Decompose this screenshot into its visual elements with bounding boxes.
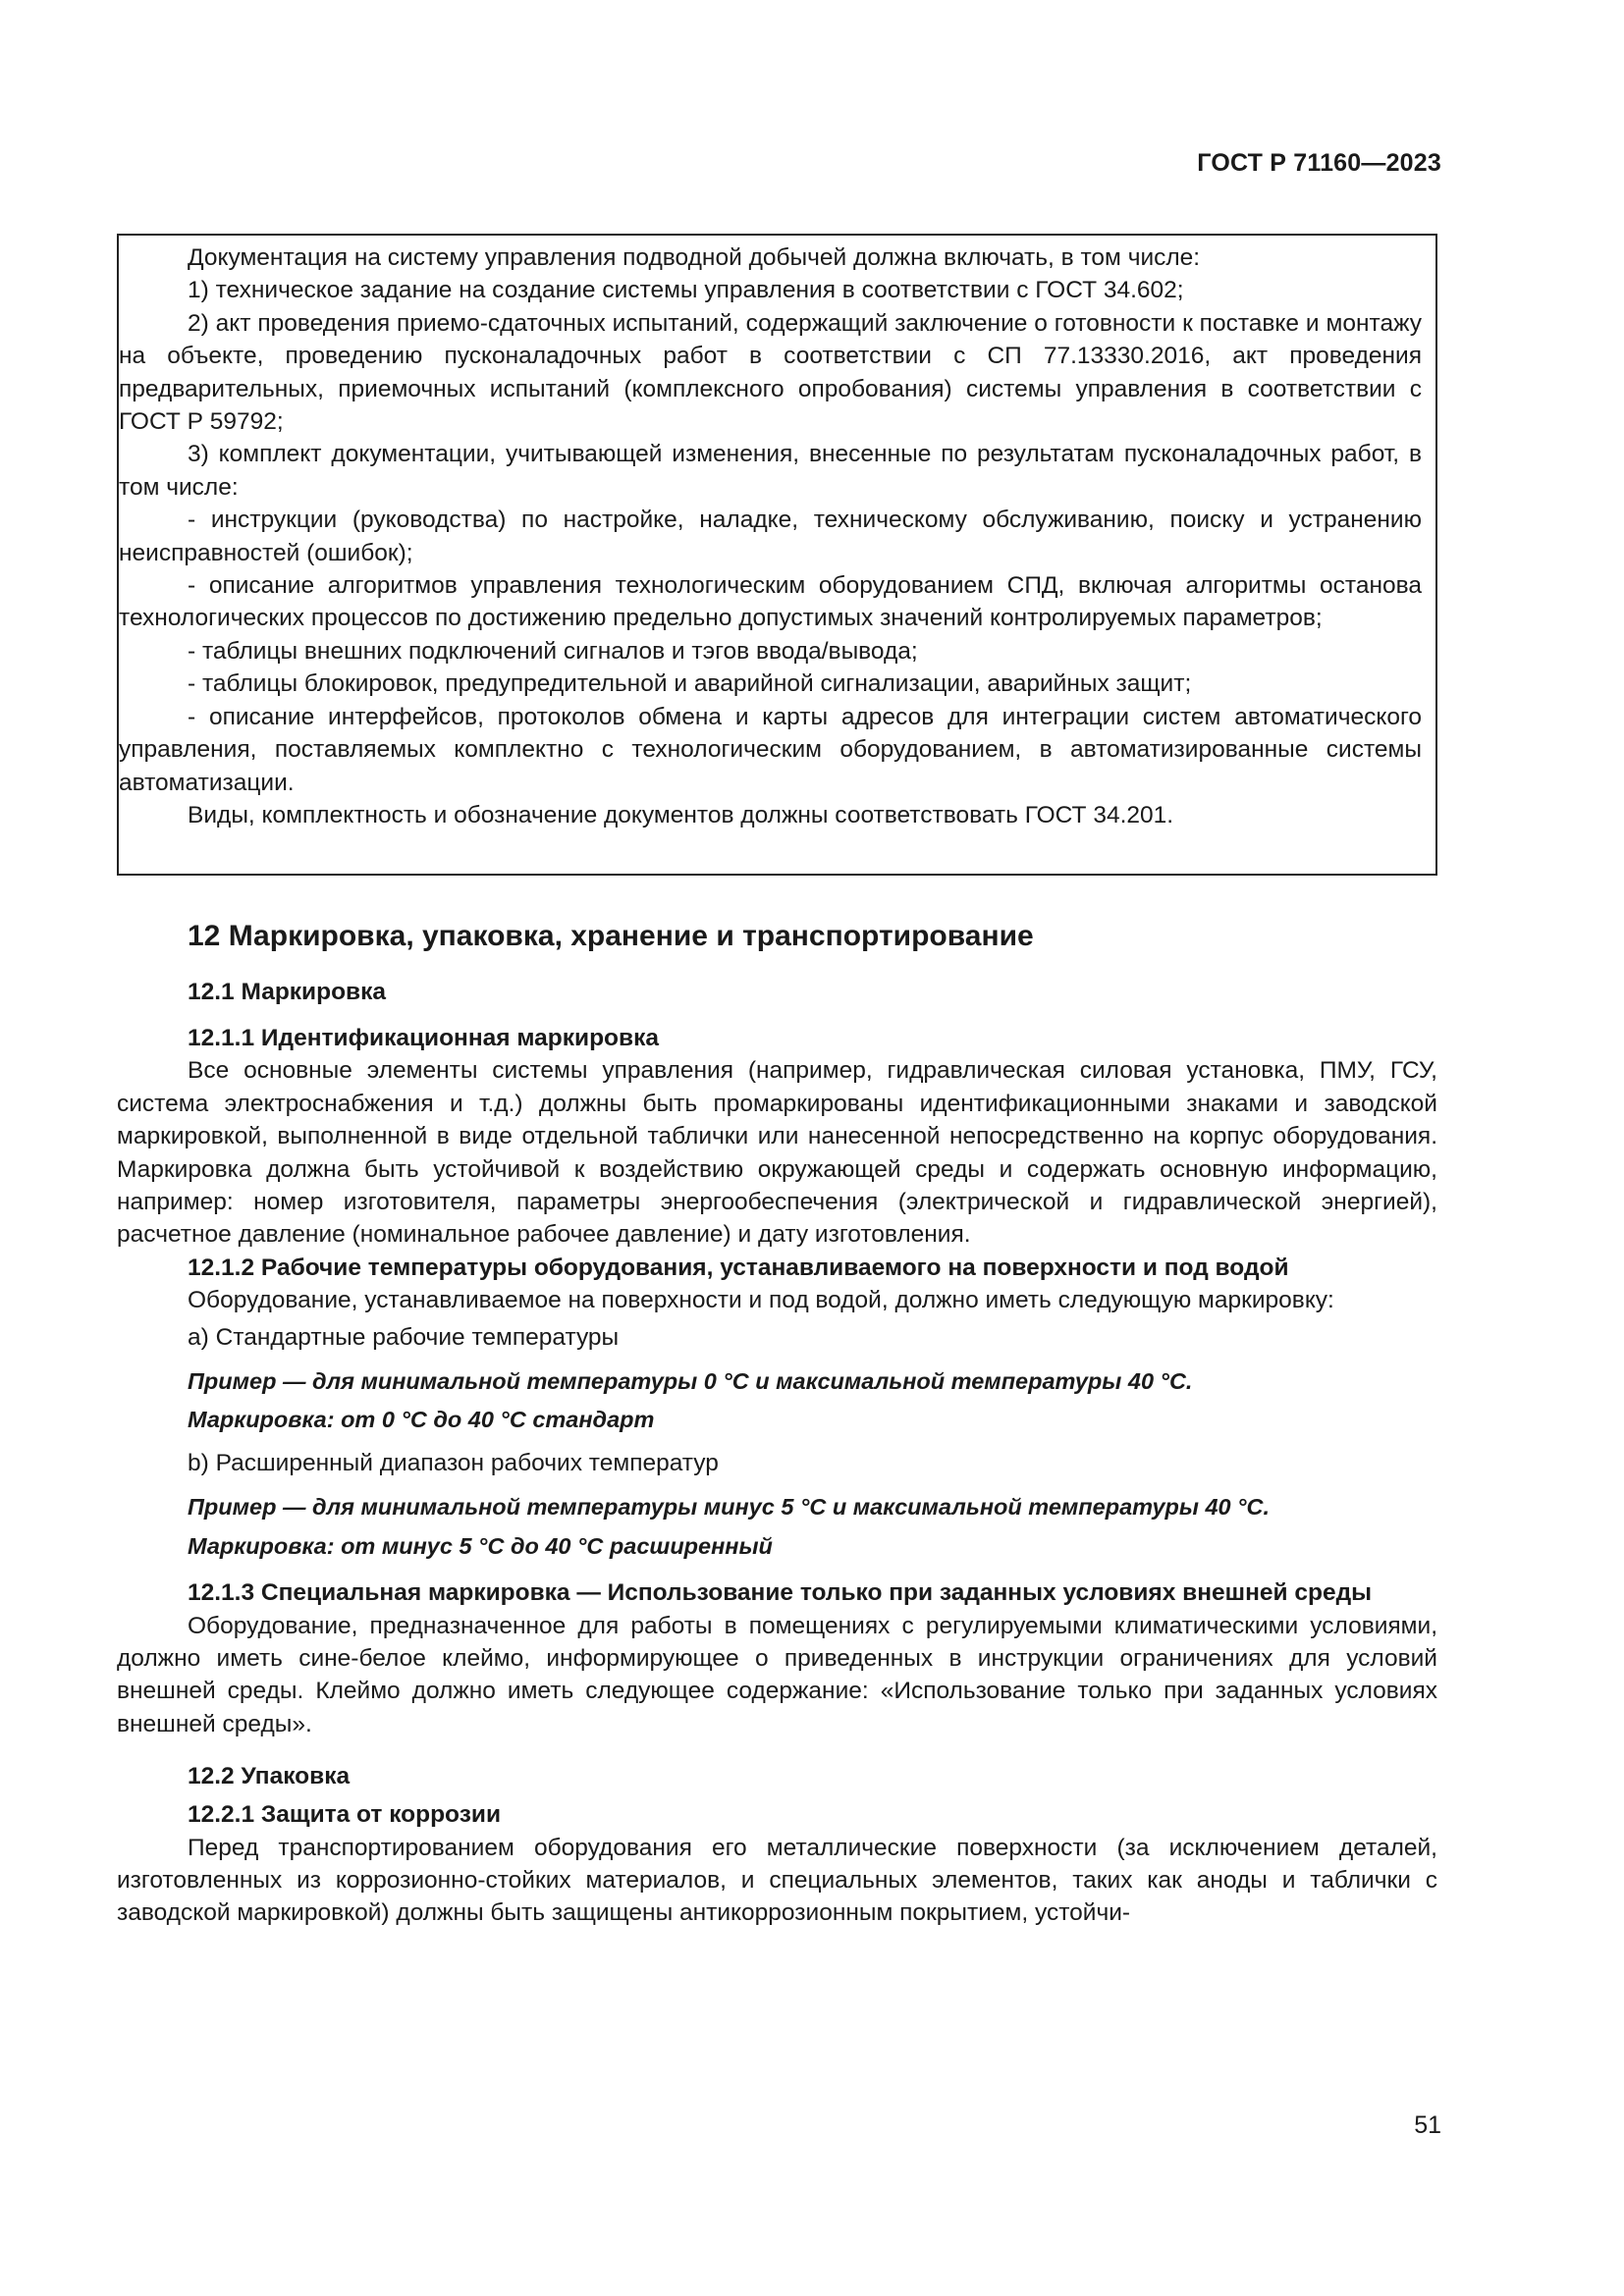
box-subitem-3: - таблицы внешних подключений сигналов и тэгов ввода/вывода; [188, 637, 918, 665]
example-a-line-1: Пример — для минимальной температуры 0 °C и максимальной температуры 40 °C. [188, 1368, 1193, 1395]
list-item-a: a) Стандартные рабочие температуры [188, 1323, 620, 1351]
box-item-3: 3) комплект документации, учитывающей изменения, внесенные по результатам пусконаладочных работ, в том числе: [119, 441, 1422, 501]
box-item-1: 1) техническое задание на создание системы управления в соответствии с ГОСТ 34.602; [188, 277, 1184, 304]
box-intro: Документация на систему управления подводной добычей должна включать, в том числе: [188, 244, 1201, 271]
box-subitem-2: - описание алгоритмов управления технологическим оборудованием СПД, включая алгоритмы останова технологических процессов по достижению предельно допустимых значений контролируемых параметров; [119, 572, 1422, 632]
section-12-1-1-text: Все основные элементы системы управления (например, гидравлическая силовая установка, ПМУ, ГСУ, система электроснабжения и т.д.) должны быть промаркированы идентификационными знаками и заводской маркировкой, выполненной в виде отдельной таблички или нанесенной непосредственно на корпус оборудования. Маркировка должна быть устойчивой к воздействию окружающей среды и содержать основную информацию, например: номер изготовителя, параметры энергообеспечения (электрической и гидравлической энергией), расчетное давление (номинальное рабочее давление) и дату изготовления. [117, 1057, 1437, 1249]
box-subitem-4: - таблицы блокировок, предупредительной и аварийной сигнализации, аварийных защит; [188, 670, 1192, 698]
section-12 [117, 903, 1437, 1930]
box-subitem-1: - инструкции (руководства) по настройке, наладке, техническому обслуживанию, поиску и устранению неисправностей (ошибок); [119, 507, 1422, 566]
section-12-1-2-text: Оборудование, устанавливаемое на поверхности и под водой, должно иметь следующую маркировку: [188, 1287, 1334, 1314]
section-12-1-3-title: 12.1.3 Специальная маркировка — Использование только при заданных условиях внешней среды [188, 1579, 1373, 1607]
documentation-requirements-box [117, 234, 1437, 876]
section-12-2-title: 12.2 Упаковка [188, 1763, 351, 1790]
section-12-title: 12 Маркировка, упаковка, хранение и транспортирование [188, 920, 1034, 952]
list-item-b: b) Расширенный диапазон рабочих температур [188, 1449, 719, 1476]
box-subitem-5: - описание интерфейсов, протоколов обмена и карты адресов для интеграции систем автоматического управления, поставляемых комплектно с технологическим оборудованием, в автоматизированные системы автоматизации. [119, 703, 1422, 796]
section-12-2-1-title: 12.2.1 Защита от коррозии [188, 1801, 502, 1829]
page-number: 51 [1414, 2111, 1441, 2139]
example-b-line-1: Пример — для минимальной температуры минус 5 °C и максимальной температуры 40 °C. [188, 1494, 1271, 1521]
section-12-1-title: 12.1 Маркировка [188, 979, 386, 1005]
box-closing: Виды, комплектность и обозначение документов должны соответствовать ГОСТ 34.201. [188, 801, 1174, 828]
document-standard-id: ГОСТ Р 71160—2023 [1197, 149, 1441, 177]
section-12-1-1-title: 12.1.1 Идентификационная маркировка [188, 1025, 659, 1051]
section-12-1-2-title: 12.1.2 Рабочие температуры оборудования, устанавливаемого на поверхности и под водой [188, 1254, 1289, 1281]
example-b-line-2: Маркировка: от минус 5 °C до 40 °C расширенный [188, 1532, 773, 1559]
section-12-2-1-text: Перед транспортированием оборудования его металлические поверхности (за исключением деталей, изготовленных из коррозионно-стойких материалов, и специальных элементов, таких как аноды и таблички с заводской маркировкой) должны быть защищены антикоррозионным покрытием, устойчи- [117, 1834, 1437, 1927]
example-a-line-2: Маркировка: от 0 °C до 40 °C стандарт [188, 1407, 655, 1433]
box-item-2: 2) акт проведения приемо-сдаточных испытаний, содержащий заключение о готовности к поставке и монтажу на объекте, проведению пусконаладочных работ в соответствии с СП 77.13330.2016, акт проведения предварительных, приемочных испытаний (комплексного опробования) системы управления в соответствии с ГОСТ Р 59792; [119, 309, 1422, 436]
section-12-1-3-text: Оборудование, предназначенное для работы в помещениях с регулируемыми климатическими условиями, должно иметь сине-белое клеймо, информирующее о приведенных в инструкции ограничениях для условий внешней среды. Клеймо должно иметь следующее содержание: «Использование только при заданных условиях внешней среды». [117, 1612, 1437, 1737]
